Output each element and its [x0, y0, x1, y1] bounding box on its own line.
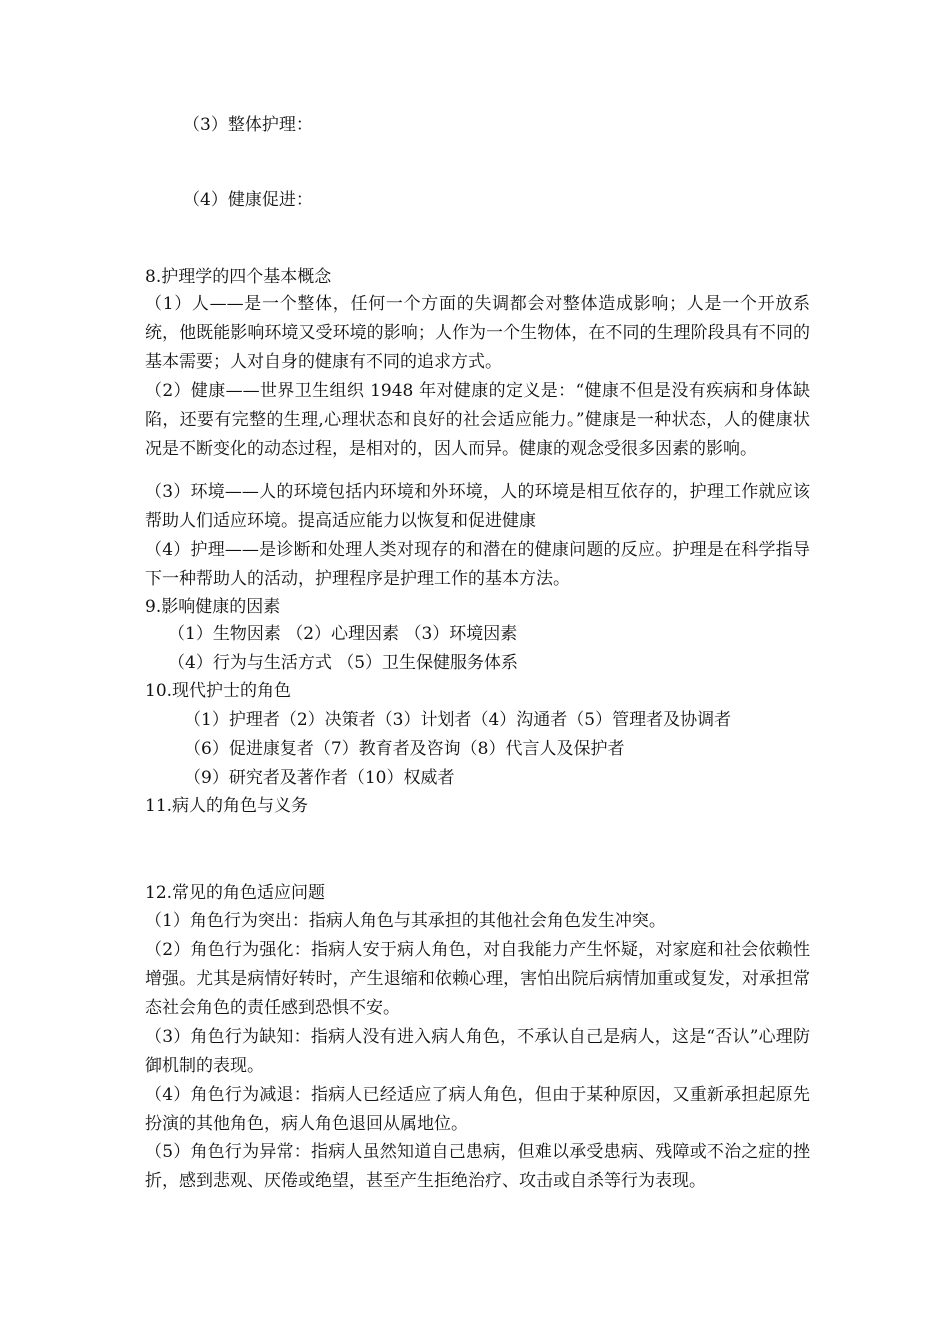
section-9-line-2: （4）行为与生活方式 （5）卫生保健服务体系 — [168, 653, 519, 673]
section-8-para-3: （3）环境——人的环境包括内环境和外环境，人的环境是相互依存的，护理工作就应该帮助人们适应环境。提高适应能力以恢复和促进健康 — [145, 482, 810, 531]
section-12-para-4: （4）角色行为减退：指病人已经适应了病人角色，但由于某种原因，又重新承担起原先扮演的其他角色，病人角色退回从属地位。 — [145, 1085, 810, 1134]
section-8-para-4: （4）护理——是诊断和处理人类对现存的和潜在的健康问题的反应。护理是在科学指导下一种帮助人的活动，护理程序是护理工作的基本方法。 — [145, 540, 810, 589]
section-12-heading: 12.常见的角色适应问题 — [145, 883, 326, 903]
section-8-para-1: （1）人——是一个整体，任何一个方面的失调都会对整体造成影响；人是一个开放系统，他既能影响环境又受环境的影响；人作为一个生物体，在不同的生理阶段具有不同的基本需要；人对自身的健康有不同的追求方式。 — [145, 294, 810, 372]
item-health-promotion: （4）健康促进： — [183, 190, 313, 210]
section-10-line-1: （1）护理者（2）决策者（3）计划者（4）沟通者（5）管理者及协调者 — [184, 710, 732, 730]
item-holistic-nursing: （3）整体护理： — [183, 115, 313, 135]
section-12-para-5: （5）角色行为异常：指病人虽然知道自己患病，但难以承受患病、残障或不治之症的挫折，感到悲观、厌倦或绝望，甚至产生拒绝治疗、攻击或自杀等行为表现。 — [145, 1142, 810, 1191]
section-12-para-2: （2）角色行为强化：指病人安于病人角色，对自我能力产生怀疑，对家庭和社会依赖性增强。尤其是病情好转时，产生退缩和依赖心理，害怕出院后病情加重或复发，对承担常态社会角色的责任感到恐惧不安。 — [145, 940, 810, 1018]
section-9-line-1: （1）生物因素 （2）心理因素 （3）环境因素 — [168, 624, 518, 644]
section-12-para-3: （3）角色行为缺知：指病人没有进入病人角色，不承认自己是病人，这是“否认”心理防御机制的表现。 — [145, 1027, 810, 1076]
section-10-line-2: （6）促进康复者（7）教育者及咨询（8）代言人及保护者 — [184, 739, 625, 759]
section-8-para-2: （2）健康——世界卫生组织 1948 年对健康的定义是：“健康不但是没有疾病和身体缺陷，还要有完整的生理,心理状态和良好的社会适应能力。”健康是一种状态，人的健康状况是不断变化的动态过程，是相对的，因人而异。健康的观念受很多因素的影响。 — [145, 381, 810, 459]
section-10-heading: 10.现代护士的角色 — [145, 681, 292, 701]
section-12-para-1: （1）角色行为突出：指病人角色与其承担的其他社会角色发生冲突。 — [145, 911, 666, 931]
section-10-line-3: （9）研究者及著作者（10）权威者 — [184, 768, 455, 788]
section-8-heading: 8.护理学的四个基本概念 — [145, 267, 332, 287]
section-9-heading: 9.影响健康的因素 — [145, 597, 281, 617]
section-11-heading: 11.病人的角色与义务 — [145, 796, 309, 816]
